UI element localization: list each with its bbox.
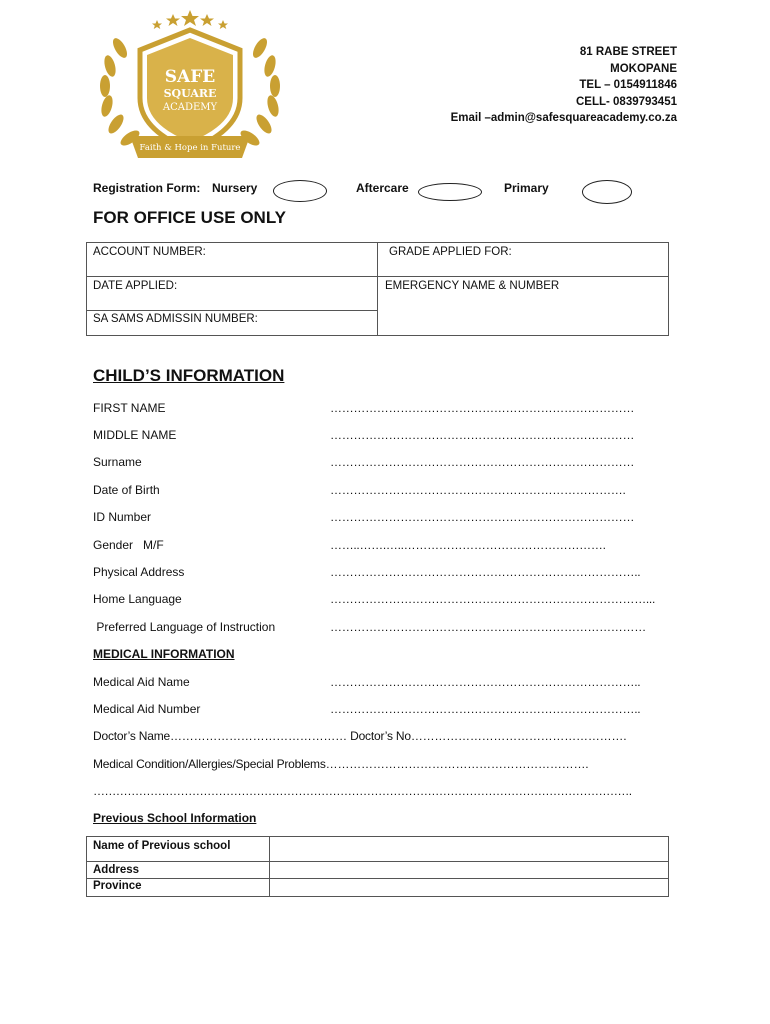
- logo-text-academy: ACADEMY: [162, 102, 218, 113]
- medical-aid-number-field[interactable]: ……………………………………………………………………..: [330, 702, 641, 716]
- nursery-label: Nursery: [212, 181, 258, 195]
- office-use-table: [86, 242, 669, 336]
- surname-label: Surname: [93, 455, 142, 469]
- surname-field[interactable]: ……………………………………………………………………: [330, 455, 635, 469]
- instruction-language-label: Preferred Language of Instruction: [93, 620, 276, 634]
- address-field[interactable]: ……………………………………………………………………..: [330, 565, 641, 579]
- contact-town: MOKOPANE: [610, 62, 677, 75]
- contact-street: 81 RABE STREET: [579, 46, 677, 58]
- gender-field[interactable]: ……..…….…..…………………………………………….: [330, 538, 606, 552]
- address-label: Physical Address: [93, 565, 185, 579]
- middle-name-label: MIDDLE NAME: [93, 428, 177, 442]
- previous-school-address-input[interactable]: [271, 862, 668, 878]
- aftercare-label: Aftercare: [356, 181, 409, 195]
- account-number-label: ACCOUNT NUMBER:: [93, 246, 206, 258]
- previous-school-address-label: Address: [93, 864, 140, 876]
- gender-label: Gender M/F: [93, 538, 164, 552]
- home-language-field[interactable]: ………………………………………………………………………...: [330, 592, 656, 606]
- primary-checkbox[interactable]: [582, 180, 632, 204]
- dob-field[interactable]: ………………………………………………………………….: [330, 483, 626, 497]
- medical-extra-line[interactable]: …………………………………………………………………………………………………………………………….: [93, 784, 632, 798]
- contact-email: Email –admin@safesquareacademy.co.za: [450, 112, 677, 124]
- first-name-label: FIRST NAME: [93, 401, 166, 415]
- emergency-label: EMERGENCY NAME & NUMBER: [385, 280, 560, 292]
- aftercare-checkbox[interactable]: [418, 183, 482, 201]
- first-name-field[interactable]: ……………………………………………………………………: [330, 401, 635, 415]
- medical-info-title: MEDICAL INFORMATION: [93, 647, 235, 661]
- previous-school-province-input[interactable]: [271, 879, 668, 897]
- contact-cell: CELL- 0839793451: [575, 95, 677, 108]
- id-number-label: ID Number: [93, 510, 152, 524]
- contact-block: [451, 44, 677, 127]
- medical-aid-name-field[interactable]: ……………………………………………………………………..: [330, 675, 641, 689]
- child-info-title: CHILD’S INFORMATION: [93, 366, 285, 385]
- dob-label: Date of Birth: [93, 483, 160, 497]
- home-language-label: Home Language: [93, 592, 182, 606]
- previous-school-title: Previous School Information: [93, 811, 257, 825]
- logo-text-square: SQUARE: [163, 87, 217, 100]
- contact-tel: TEL – 0154911846: [579, 79, 677, 91]
- previous-school-name-input[interactable]: [271, 837, 668, 861]
- nursery-checkbox[interactable]: [273, 180, 327, 202]
- academy-logo: [90, 8, 290, 168]
- grade-applied-label: GRADE APPLIED FOR:: [389, 246, 512, 258]
- previous-school-province-label: Province: [93, 880, 142, 892]
- medical-condition-line[interactable]: Medical Condition/Allergies/Special Problems………………………………………………………….: [93, 757, 589, 771]
- middle-name-field[interactable]: ……………………………………………………………………: [330, 428, 635, 442]
- medical-aid-name-label: Medical Aid Name: [93, 675, 190, 689]
- id-number-field[interactable]: ……………………………………………………………………: [330, 510, 635, 524]
- medical-aid-number-label: Medical Aid Number: [93, 702, 201, 716]
- instruction-language-field[interactable]: ………………………………………………………………………: [330, 620, 646, 634]
- doctor-line[interactable]: Doctor’s Name……………………………………… Doctor’s No……………………………………………….: [93, 729, 627, 743]
- registration-label: Registration Form:: [93, 181, 201, 195]
- office-use-title: FOR OFFICE USE ONLY: [93, 208, 287, 227]
- logo-motto: Faith & Hope in Future: [139, 143, 241, 153]
- date-applied-label: DATE APPLIED:: [93, 280, 178, 292]
- sams-label: SA SAMS ADMISSIN NUMBER:: [93, 313, 258, 325]
- previous-school-table: [86, 836, 669, 897]
- primary-label: Primary: [504, 181, 549, 195]
- previous-school-name-label: Name of Previous school: [93, 840, 231, 852]
- logo-text-safe: SAFE: [164, 67, 216, 87]
